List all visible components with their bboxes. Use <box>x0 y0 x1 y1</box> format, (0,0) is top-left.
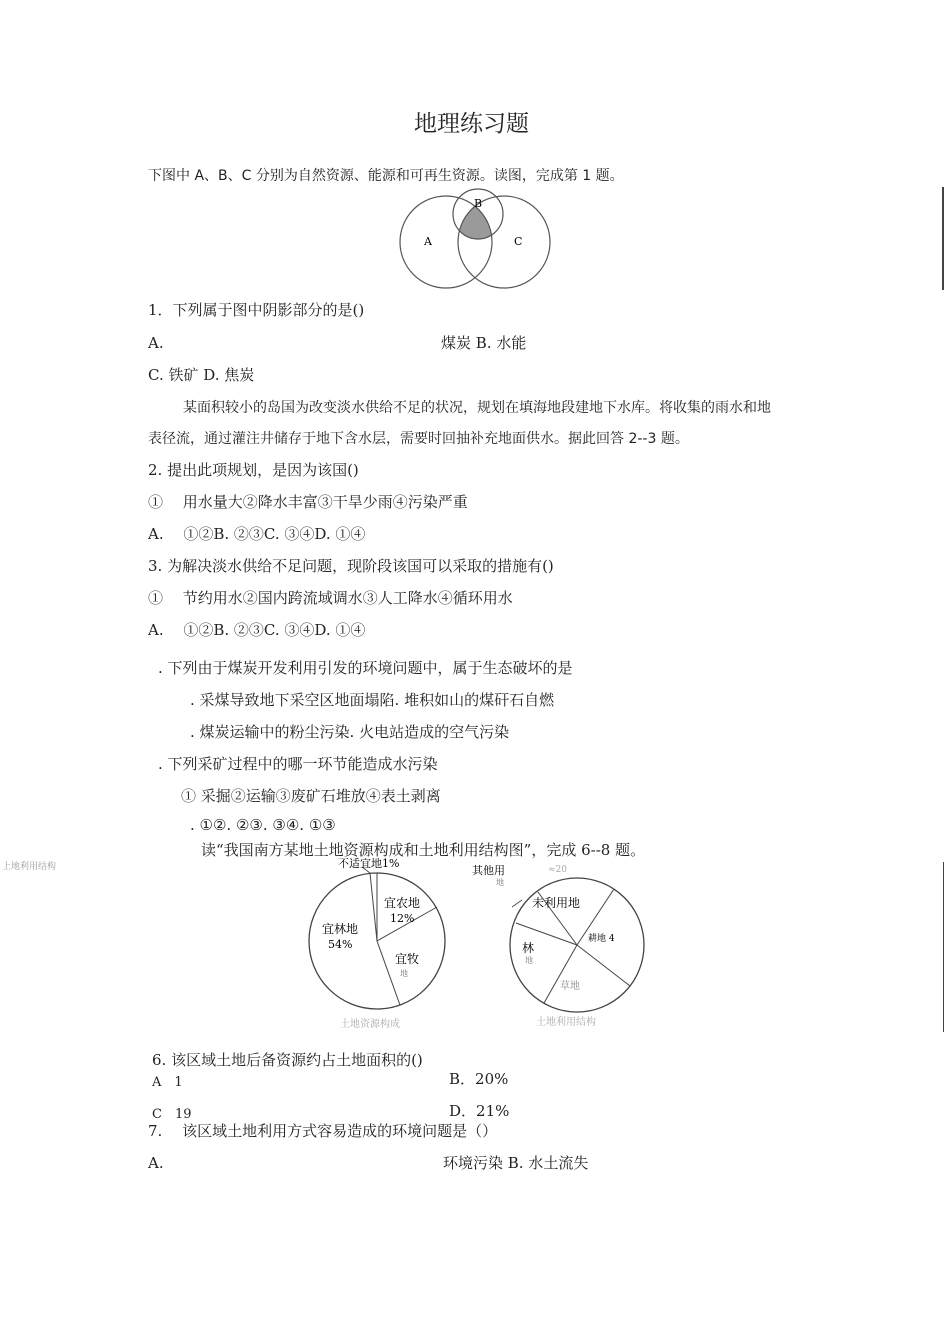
q1-options-ab: 煤炭 B. 水能 <box>441 334 527 352</box>
q2-items: ① 用水量大②降水丰富③干旱少雨④污染严重 <box>148 493 468 511</box>
left-edge-fragment: 上地利用结构 <box>2 862 57 872</box>
pie-right-label-forest-sub: 地 <box>525 956 533 965</box>
pie-left-caption: 土地资源构成 <box>340 1019 400 1030</box>
pie-chart-land-use <box>460 855 650 1035</box>
pie-right-label-unused: 未利用地 <box>532 896 581 910</box>
passage-line-2: 表径流，通过灌注井储存于地下含水层，需要时回抽补充地面供水。据此回答 2--3 题。 <box>148 431 689 447</box>
pie-left-label-pasture: 宜牧 <box>395 952 420 966</box>
pie-right-label-grass: 草地 <box>560 981 580 992</box>
q6-option-c: C 19 <box>152 1107 192 1122</box>
q3-items: ① 节约用水②国内跨流域调水③人工降水④循环用水 <box>148 589 513 607</box>
venn-label-c: C <box>514 235 523 248</box>
pie-right-label-other: 其他用 <box>472 864 505 877</box>
pie-left-label-forest: 宜林地 <box>322 922 359 936</box>
pie-left-label-forest-pct: 54% <box>328 938 353 951</box>
venn-diagram <box>400 182 550 292</box>
pie-right-leader <box>512 900 522 907</box>
pie-chart-land-resources <box>300 855 460 1035</box>
q7-stem: 7. 该区域土地利用方式容易造成的环境问题是（） <box>148 1122 498 1140</box>
q6-option-a: A 1 <box>152 1075 183 1090</box>
read-prompt: 读“我国南方某地土地资源构成和土地利用结构图”，完成 6--8 题。 <box>201 841 646 859</box>
q7-option-a-label: A. <box>148 1154 164 1172</box>
venn-circle-c <box>458 196 550 288</box>
q1-stem: 1．下列属于图中阴影部分的是() <box>148 301 365 319</box>
pie-left-label-unsuitable: 不适宜地1% <box>338 857 400 870</box>
q4-option-1: . 采煤导致地下采空区地面塌陷. 堆积如山的煤矸石自燃 <box>190 691 555 709</box>
q4-option-2: . 煤炭运输中的粉尘污染. 火电站造成的空气污染 <box>190 723 510 741</box>
page-edge-mark-bottom <box>943 862 944 1032</box>
q3-options: A. ①②B. ②③C. ③④D. ①④ <box>148 621 366 639</box>
page-edge-mark-top <box>942 187 944 290</box>
q2-stem: 2. 提出此项规划，是因为该国() <box>148 461 359 479</box>
pie-left-label-pasture-sub: 地 <box>400 969 408 978</box>
q7-options-ab: 环境污染 B. 水土流失 <box>443 1154 589 1172</box>
intro-text: 下图中 A、B、C 分别为自然资源、能源和可再生资源。读图，完成第 1 题。 <box>148 168 624 184</box>
q6-stem: 6. 该区域土地后备资源约占土地面积的() <box>152 1051 423 1069</box>
q5-items: ① 采掘②运输③废矿石堆放④表土剥离 <box>181 787 441 805</box>
pie-right-label-farmland: 耕地 4 <box>588 934 615 944</box>
q6-option-b: B．20% <box>449 1070 509 1088</box>
q6-option-d: D．21% <box>449 1102 510 1120</box>
q1-options-cd: C. 铁矿 D. 焦炭 <box>148 366 255 384</box>
pie-left-label-farm: 宜农地 <box>384 896 421 910</box>
passage-line-1: 某面积较小的岛国为改变淡水供给不足的状况，规划在填海地段建地下水库。将收集的雨水和地 <box>183 400 771 416</box>
q4-stem: . 下列由于煤炭开发利用引发的环境问题中，属于生态破坏的是 <box>158 659 573 677</box>
q3-stem: 3. 为解决淡水供给不足问题，现阶段该国可以采取的措施有() <box>148 557 554 575</box>
pie-right-label-other-sub: 地 <box>496 878 504 887</box>
q2-options: A. ①②B. ②③C. ③④D. ①④ <box>148 525 366 543</box>
pie-right-label-other-pct: ≈20 <box>548 865 567 875</box>
venn-label-a: A <box>424 235 432 248</box>
q5-options: . ①②. ②③. ③④. ①③ <box>190 816 336 834</box>
pie-right-caption: 土地利用结构 <box>536 1017 596 1028</box>
page-title: 地理练习题 <box>414 111 529 137</box>
pie-left-label-farm-pct: 12% <box>390 912 415 925</box>
q1-option-a-label: A. <box>148 334 164 352</box>
pie-right-label-forest: 林 <box>522 941 535 955</box>
q5-stem: . 下列采矿过程中的哪一环节能造成水污染 <box>158 755 438 773</box>
venn-label-b: B <box>474 197 483 210</box>
